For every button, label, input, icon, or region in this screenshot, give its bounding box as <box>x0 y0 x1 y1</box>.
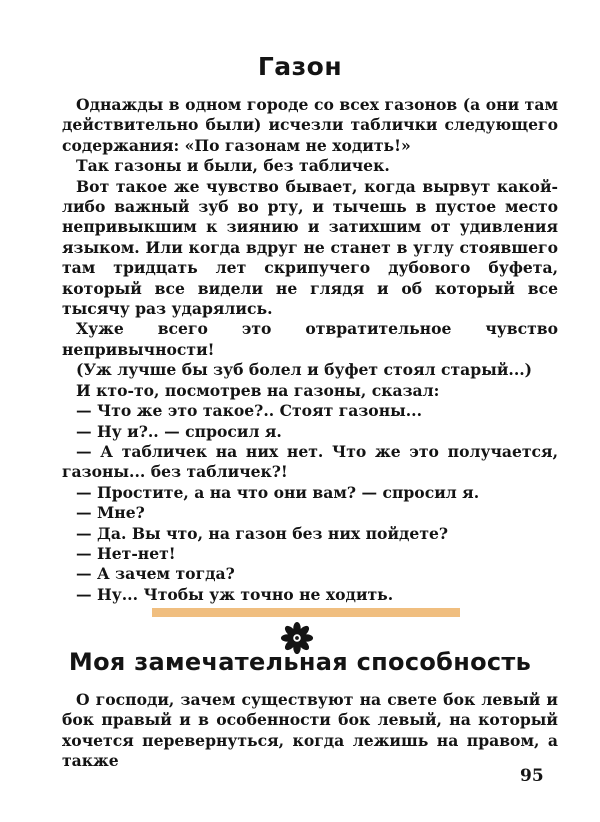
paragraph: О господи, зачем существуют на свете бок левый и бок правый и в особенности бок левый, на который хочется перевернуться, когда лежишь на правом, а также <box>62 690 558 771</box>
paragraph: Однажды в одном городе со всех газонов (а они там действительно были) исчезли таблички следующего содержания: «По газонам не ходить!» <box>62 95 558 155</box>
story-body <box>62 690 558 772</box>
dialogue-line: — Что же это такое?.. Стоят газоны... <box>76 401 423 421</box>
dialogue-line: — Да. Вы что, на газон без них пойдете? <box>76 523 449 543</box>
paragraph: И кто-то, посмотрев на газоны, сказал: <box>76 380 440 400</box>
page-number: 95 <box>520 766 544 786</box>
paragraph: (Уж лучше бы зуб болел и буфет стоял старый...) <box>76 360 533 380</box>
section-divider-bar <box>152 608 460 617</box>
paragraph: Вот такое же чувство бывает, когда вырвут какой-либо важный зуб во рту, и тычешь в пустое место непривыкшим к зиянию и затихшим от удивления языком. Или когда вдруг не станет в углу стоявшего там тридцать лет скрипучего дубового буфета, который все видели не глядя и об который все тысячу раз ударялись. <box>62 176 558 319</box>
dialogue-line: — А зачем тогда? <box>76 564 235 584</box>
story-title: Моя замечательная способность <box>68 648 532 676</box>
paragraph: Так газоны и были, без табличек. <box>76 156 390 176</box>
dialogue-line: — Мне? <box>76 503 145 523</box>
dialogue-line: — Нет-нет! <box>76 543 176 563</box>
story-body <box>62 95 558 605</box>
story-title: Газон <box>257 52 343 81</box>
dialogue-line: — Ну... Чтобы уж точно не ходить. <box>76 584 394 604</box>
dialogue-line: — А табличек на них нет. Что же это получается, газоны... без табличек?! <box>62 441 558 482</box>
paragraph: Хуже всего это отвратительное чувство непривычности! <box>62 319 558 359</box>
dialogue-line: — Простите, а на что они вам? — спросил я. <box>76 482 480 502</box>
dialogue-line: — Ну и?.. — спросил я. <box>76 421 282 441</box>
